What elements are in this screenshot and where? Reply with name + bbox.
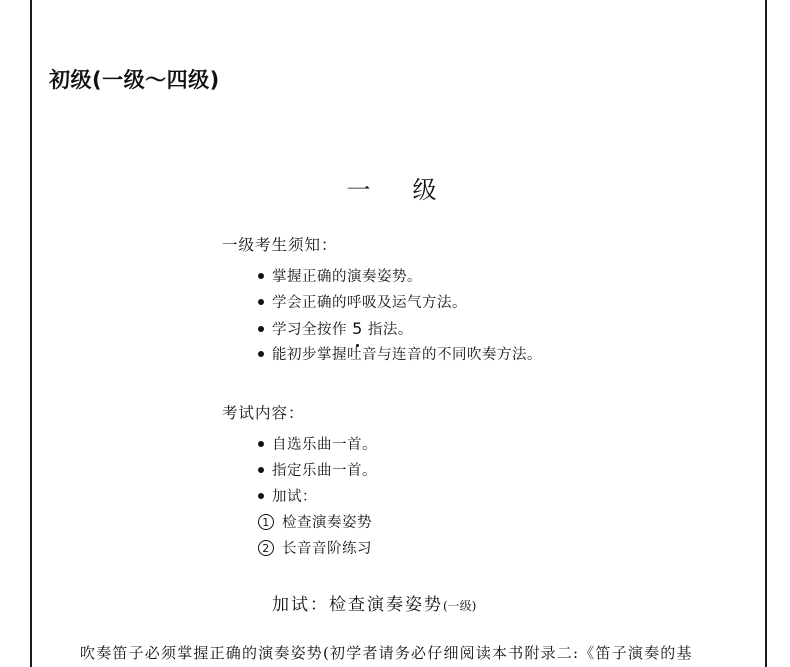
notice-heading: 一级考生须知：: [222, 236, 338, 254]
list-item: [258, 458, 377, 484]
list-item-text: 检查演奏姿势: [282, 515, 372, 531]
circled-number-marker: 1: [258, 514, 274, 530]
extra-title-text: 加试：检查演奏姿势: [272, 595, 443, 615]
low-octave-digit: 5: [352, 316, 363, 342]
list-item-text: 指定乐曲一首。: [272, 463, 377, 479]
list-item: [258, 316, 542, 342]
section-title: 初级(一级～四级): [49, 68, 220, 92]
exam-list: [258, 432, 377, 562]
bullet-icon: [258, 493, 264, 499]
list-item-text: 能初步掌握吐音与连音的不同吹奏方法。: [272, 347, 542, 363]
bullet-icon: [258, 467, 264, 473]
body-paragraph: 吹奏笛子必须掌握正确的演奏姿势(初学者请务必仔细阅读本书附录二:《笛子演奏的基: [80, 644, 693, 662]
bullet-icon: [258, 351, 264, 357]
extra-title-note: (一级): [443, 599, 477, 613]
circled-number-marker: 2: [258, 540, 274, 556]
notice-list: [258, 264, 542, 368]
page-frame-right: [765, 0, 767, 667]
list-item: [258, 510, 377, 536]
level-heading: 一级: [346, 176, 479, 204]
extra-section-title: [272, 590, 476, 615]
bullet-icon: [258, 273, 264, 279]
page-frame-left: [30, 0, 32, 667]
list-item-text: 长音音阶练习: [282, 541, 372, 557]
list-item-text: 指法。: [367, 322, 413, 338]
bullet-icon: [258, 441, 264, 447]
list-item-text: 学会正确的呼吸及运气方法。: [272, 295, 467, 311]
exam-heading: 考试内容：: [222, 404, 305, 422]
list-item-text: 自选乐曲一首。: [272, 437, 377, 453]
list-item-text: 掌握正确的演奏姿势。: [272, 269, 422, 285]
bullet-icon: [258, 326, 264, 332]
list-item-text: 学习全按作: [272, 322, 347, 338]
list-item-text: 加试：: [272, 489, 317, 505]
list-item: [258, 290, 542, 316]
list-item: [258, 264, 542, 290]
list-item: [258, 342, 542, 368]
list-item: [258, 536, 377, 562]
list-item: [258, 432, 377, 458]
bullet-icon: [258, 299, 264, 305]
list-item: [258, 484, 377, 510]
